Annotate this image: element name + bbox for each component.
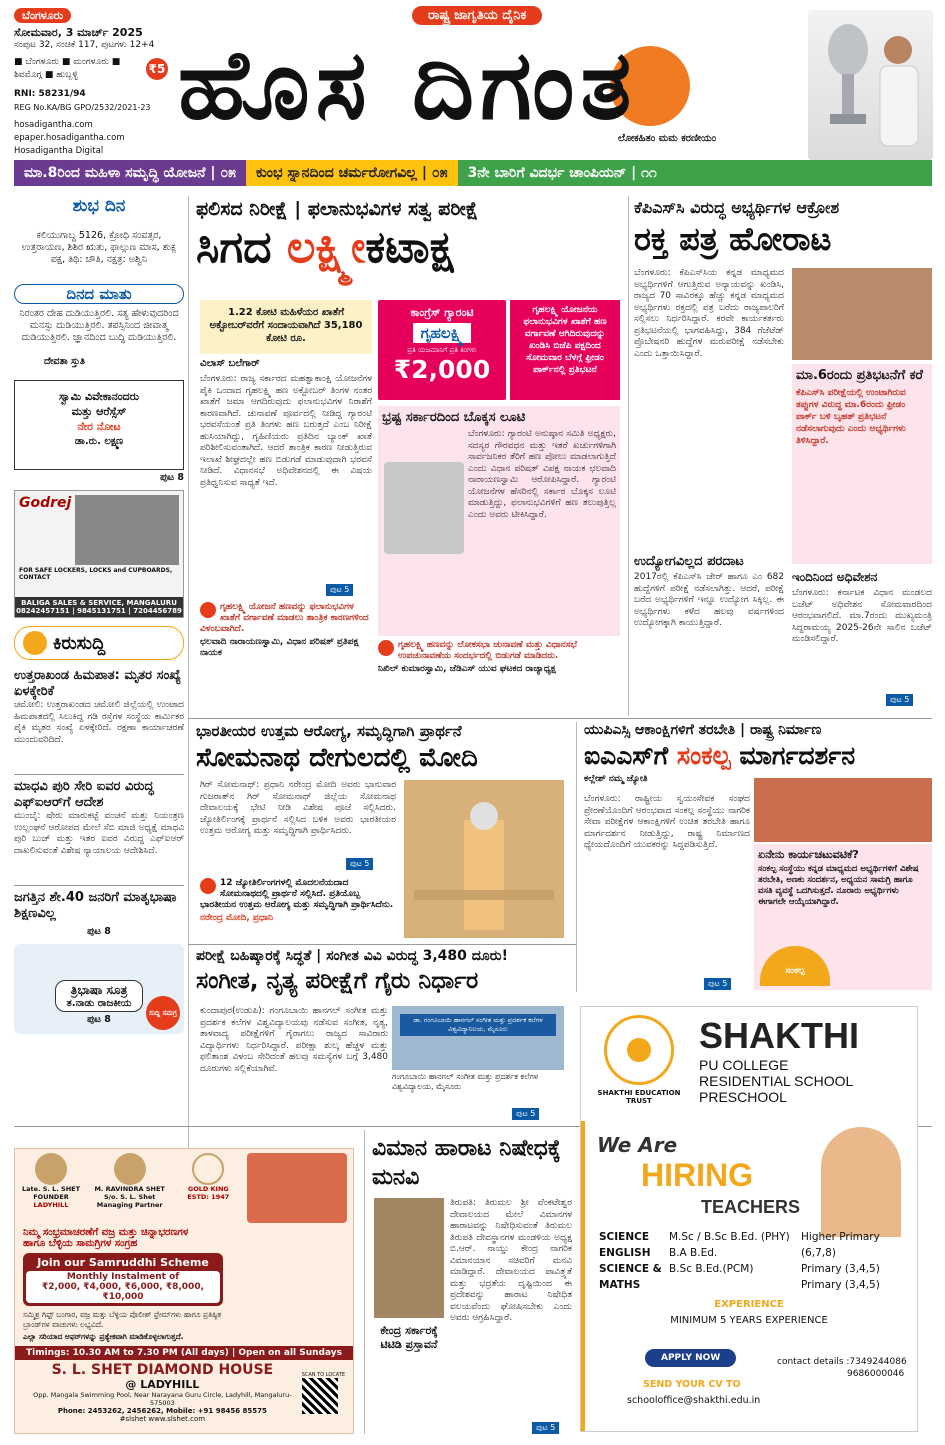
protest-box: ಗೃಹಲಕ್ಷ್ಮಿ ಯೋಜನೆಯ ಫಲಾನುಭವಿಗಳ ಖಾತೆಗೆ ಹಣ ವರ್ಗಾವಣೆ ಆಗಿದಿರುವುದನ್ನು ಖಂಡಿಸಿ ಬಿಜೆಪಿ ಪಕ್ಷದಿಂದ ಸೋಮವಾರ ಬೆಳಗ್ಗೆ ಫ್ರೀಡಂ ಪಾರ್ಕ್‌ನಲ್ಲಿ ಪ್ರತಿಭಟನೆ (510, 300, 620, 400)
university-photo (392, 1006, 564, 1070)
lead-quote-1-by: ಛಲವಾದಿ ನಾರಾಯಣಸ್ವಾಮಿ, ವಿಧಾನ ಪರಿಷತ್ ಪ್ರತಿಪಕ್ಷ ನಾಯಕ (200, 637, 359, 658)
jewel-kn-text: ಸಮ್ಮಿಶ್ರ ಗಿಫ್ಟ್ ಬಂಗಾರ, ವಜ್ರ ಮತ್ತು ಬೆಳ್ಳಿಯ ಪೊಲೀಶ್‌ ಫ್ರೇಮ್‌ಗಳು ಹಾಗೂ ಪ್ರತಿಷ್ಠಿತ ಬ್ರಾಂಡ್‌ಗಳ ವಾಚುಗಳು ಲಭ್ಯವಿದೆ. (23, 1310, 222, 1329)
tribhasha-page: ಪುಟ 8 (87, 1014, 111, 1025)
kpsc-headline[interactable]: ರಕ್ತ ಪತ್ರ ಹೋರಾಟ (634, 220, 832, 258)
store-timings: Timings: 10.30 AM to 7.30 PM (All days) | Open on all Sundays (15, 1346, 353, 1360)
ias-continue[interactable]: ಪುಟ 5 (704, 978, 731, 990)
kpsc-kicker: ಕೆಪಿಎಸ್‌ಸಿ ವಿರುದ್ಧ ಅಭ್ಯರ್ಥಿಗಳ ಆಕ್ರೋಶ (634, 198, 840, 217)
qr-code-icon[interactable] (302, 1378, 338, 1414)
strip-item-1[interactable]: ಮಾ.8ರಿಂದ ಮಹಿಳಾ ಸಮೃದ್ಧಿ ಯೋಜನೆ | ೦೫ (24, 165, 237, 181)
ias-headline-part-2: ಸಂಕಲ್ಪ (676, 741, 731, 770)
locker-photo (75, 495, 179, 565)
ladyhill-label: LADYHILL (33, 1201, 69, 1209)
brief-1-headline[interactable]: ಉತ್ತರಾಖಂಡ ಹಿಮಪಾತ: ಮೃತರ ಸಂಖ್ಯೆ ಏಳಕ್ಕೇರಿಕೆ (14, 668, 181, 699)
shakthi-trust: SHAKTHI EDUCATION TRUST (597, 1089, 681, 1105)
panchanga-text: ಕಲಿಯುಗಾಬ್ದ 5126, ಕ್ರೋಧಿ ಸಂವತ್ಸರ, ಉತ್ತರಾಯಣ, ಶಿಶಿರ ಋತು, ಫಾಲ್ಗುಣ ಮಾಸ, ಶುಕ್ಲ ಪಕ್ಷ, ತಿಥಿ: ಚೌತಿ, ನಕ್ಷತ್ರ: ಅಶ್ವಿನಿ (21, 230, 177, 265)
vimana-side-note: ಕೇಂದ್ರ ಸರ್ಕಾರಕ್ಕೆ ಟಿಟಿಡಿ ಪ್ರಸ್ತಾವನೆ (380, 1324, 438, 1351)
apply-now-button[interactable]: APPLY NOW (645, 1349, 736, 1367)
top-news-strip (14, 160, 932, 186)
kpsc-box-text: ಕೆಪಿಎಸ್‌ಸಿ ಪರೀಕ್ಷೆಯಲ್ಲಿ ಉಂಟಾಗಿರುವ ತಪ್ಪುಗಳ ವಿರುದ್ಧ ಮಾ.6ರಂದು ಫ್ರೀಡಂ ಪಾರ್ಕ್ ಬಳಿ ಬೃಹತ್ ಪ್ರತಿಭಟನೆ ನಡೆಸಲಾಗುವುದು ಎಂದು ಅಭ್ಯರ್ಥಿಗಳು ತಿಳಿಸಿದ್ದಾರೆ. (796, 388, 906, 446)
dina-mathu-heading: ದಿನದ ಮಾತು (14, 284, 184, 304)
university-sign: ಡಾ. ಗಂಗೂಬಾಯಿ ಹಾನಗಲ್ ಸಂಗೀತ ಮತ್ತು ಪ್ರದರ್ಶಕ ಕಲೆಗಳ ವಿಶ್ವವಿದ್ಯಾನಿಲಯ, ಮೈಸೂರು (400, 1014, 556, 1036)
lead-quote-2 (378, 640, 620, 700)
kpsc-story (634, 198, 932, 713)
quote-icon (200, 602, 216, 618)
lead-story (196, 198, 624, 713)
left-column (14, 196, 184, 1034)
brief-3-page[interactable]: ಪುಟ 8 (87, 926, 111, 937)
music-headline[interactable]: ಸಂಗೀತ, ನೃತ್ಯ ಪರೀಕ್ಷೆಗೆ ಗೈರು ನಿರ್ಧಾರ (196, 968, 479, 994)
scheme-amounts: ₹2,000, ₹4,000, ₹6,000, ₹8,000, ₹10,000 (42, 1282, 204, 1302)
anniversary-badge-icon (192, 1153, 224, 1185)
modi-continue[interactable]: ಪುಟ 5 (346, 858, 373, 870)
lead-quote-1-text: ಗೃಹಲಕ್ಷ್ಮಿ ಯೋಜನೆ ಹಣವನ್ನು ಫಲಾನುಭವಿಗಳ ಖಾತೆಗೆ ವರ್ಗಾವಣೆ ಮಾಡಲು ತಾಂತ್ರಿಕ ಕಾರಣಗಳಿಂದ ವಿಳಂಬವಾಗಿದೆ. (200, 602, 369, 634)
level-3: Primary (3,4,5) (801, 1279, 880, 1291)
bhrasta-text: ಬೆಂಗಳೂರು: ಗ್ಯಾರಂಟಿ ಅನುಷ್ಠಾನ ಸಮಿತಿ ಅಧ್ಯಕ್ಷರು, ಸದಸ್ಯರ ಗೌರವಧನ ಮತ್ತು ಇತರೆ ಖರ್ಚುಗಳಿಗಾಗಿ ಸಾರ್ವಜನಿಕರ ತೆರಿಗೆ ಹಣ ಪೋಲು ಮಾಡಲಾಗುತ್ತಿದೆ ಎಂದು ವಿಧಾನ ಪರಿಷತ್ ವಿಪಕ್ಷ ನಾಯಕ ಛಲವಾದಿ ನಾರಾಯಣಸ್ವಾಮಿ ಆರೋಪಿಸಿದ್ದಾರೆ. ಗ್ಯಾರಂಟಿ ಯೋಜನೆಗಳ ಹೆಸರಿನಲ್ಲಿ ಸರ್ಕಾರ ಬೊಕ್ಕಸ ಲೂಟಿ ಮಾಡುತ್ತಿದ್ದು, ಫಲಾನುಭವಿಗಳಿಗೆ ಹಣ ತಲುಪುತ್ತಿಲ್ಲ ಎಂದು ಅವರು ಟೀಕಿಸಿದ್ದಾರೆ. (468, 429, 616, 520)
reg-no: REG No.KA/BG GPO/2532/2021-23 (14, 103, 151, 112)
kpsc-continue[interactable]: ಪುಟ 5 (886, 694, 913, 706)
ias-headline[interactable] (584, 738, 932, 774)
brief-3-headline[interactable]: ಜಗತ್ತಿನ ಶೇ.40 ಜನರಿಗೆ ಮಾತೃಭಾಷಾ ಶಿಕ್ಷಣವಿಲ್ಲ (14, 890, 177, 921)
modi-quote-by: ನರೇಂದ್ರ ಮೋದಿ, ಪ್ರಧಾನಿ (200, 913, 274, 923)
gold-king-label: GOLD KING ESTD: 1947 (187, 1185, 230, 1201)
politician-photo (384, 462, 464, 554)
adhiveshana-text: ಬೆಂಗಳೂರು: ಕರ್ನಾಟಕ ವಿಧಾನ ಮಂಡಲದ ಬಜೆಟ್ ಅಧಿವೇಶನ ಸೋಮವಾರದಿಂದ ಆರಂಭವಾಗಲಿದೆ. ಮಾ.7ರಂದು ಮುಖ್ಯಮಂತ್ರಿ ಸಿದ್ದರಾಮಯ್ಯ 2025-26ನೇ ಸಾಲಿನ ಬಜೆಟ್ ಮಂಡಿಸಲಿದ್ದಾರೆ. (792, 588, 932, 644)
bhrasta-head[interactable]: ಭ್ರಷ್ಟ ಸರ್ಕಾರದಿಂದ ಬೊಕ್ಕಸ ಲೂಟಿ (382, 410, 526, 425)
tribhasha-promo[interactable] (14, 944, 184, 1034)
book-title-2: ಮತ್ತು ಆರೆಸ್ಸೆಸ್ (71, 405, 127, 418)
qualification-3: B.Sc B.Ed.(PCM) (669, 1263, 754, 1275)
digital-link[interactable]: Hosadigantha Digital (14, 146, 104, 156)
dina-mathu-credit: ದೇವತಾ ಸ್ತುತಿ (44, 356, 85, 367)
store-social[interactable]: #slshet www.slshet.com (119, 1415, 206, 1423)
subject-2: ENGLISH (599, 1247, 651, 1259)
brief-2-headline[interactable]: ಮಾಧವಿ ಪುರಿ ಸೇರಿ ಐವರ ವಿರುದ್ಧ ಎಫ್‌ಐಆರ್‌ಗೆ ಆದೇಶ (14, 779, 154, 810)
price-badge: ₹5 (146, 58, 168, 80)
website-link[interactable]: hosadigantha.com (14, 120, 93, 130)
university-caption: ಗಂಗೂಬಾಯಿ ಹಾನಗಲ್ ಸಂಗೀತ ಮತ್ತು ಪ್ರದರ್ಶಕ ಕಲೆಗಳ ವಿಶ್ವವಿದ್ಯಾಲಯ, ಮೈಸೂರು (392, 1072, 539, 1091)
quote-icon (378, 640, 394, 656)
kirusuddi-header (14, 626, 184, 660)
teachers-label: TEACHERS (701, 1197, 801, 1217)
contact-details-2: 9686000046 (847, 1369, 905, 1379)
subject-list (599, 1229, 669, 1293)
qualification-list (669, 1229, 790, 1277)
we-are-label: We Are (597, 1133, 678, 1157)
shakthi-line-1: PU COLLEGE (699, 1057, 789, 1073)
partner-photo (114, 1153, 146, 1185)
modi-headline[interactable]: ಸೋಮನಾಥ ದೇಗುಲದಲ್ಲಿ ಮೋದಿ (196, 743, 478, 773)
newspaper-logo: ಹೊಸ ದಿಗಂತ (178, 29, 638, 141)
godrej-ad[interactable] (14, 490, 184, 618)
rni: RNI: 58231/94 (14, 89, 86, 99)
vimana-continue[interactable]: ಪುಟ 5 (532, 1422, 559, 1434)
contact-details: contact details :7349244086 (777, 1357, 907, 1367)
vimana-body: ತಿರುಪತಿ: ತಿರುಮಲ ಶ್ರೀ ವೆಂಕಟೇಶ್ವರ ದೇವಾಲಯದ ಮೇಲೆ ವಿಮಾನಗಳ ಹಾರಾಟವನ್ನು ನಿಷೇಧಿಸುವಂತೆ ತಿರುಮಲ ತಿರುಪತಿ ದೇವಸ್ಥಾನಗಳ ಮಂಡಳಿಯ ಅಧ್ಯಕ್ಷ ಬಿ.ಆರ್. ನಾಯ್ಡು ಕೇಂದ್ರ ನಾಗರಿಕ ವಿಮಾನಯಾನ ಸಚಿವರಿಗೆ ಮನವಿ ಮಾಡಿದ್ದಾರೆ. ದೇವಾಲಯದ ಪಾವಿತ್ರ್ಯತೆ ಮತ್ತು ಭದ್ರತೆಯ ದೃಷ್ಟಿಯಿಂದ ಈ ಪ್ರದೇಶವನ್ನು ಹಾರಾಟ ನಿಷೇಧಿತ ವಲಯವೆಂದು ಘೋಷಿಸಬೇಕು ಎಂದು ಅವರು ಆಗ್ರಹಿಸಿದ್ದಾರೆ. (450, 1198, 572, 1323)
lead-headline[interactable] (196, 220, 624, 276)
jewellery-ad[interactable] (14, 1148, 354, 1434)
scan-label: SCAN TO LOCATE (301, 1371, 345, 1378)
music-continue[interactable]: ಪುಟ 5 (512, 1108, 539, 1120)
udyoga-text: 2017ರಲ್ಲಿ ಕೆಪಿಎಸ್‌ಸಿ ಚೇರ್ ಹಾಗೂ ಎಂ 682 ಹುದ್ದೆಗಳಿಗೆ ಪರೀಕ್ಷೆ ನಡೆಸಲಾಗಿತ್ತು. ಆದರೆ, ಪರೀಕ್ಷೆ ಬರೆದ ಅಭ್ಯರ್ಥಿಗಳಿಗೆ ಇನ್ನೂ ಉದ್ಯೋಗ ಸಿಕ್ಕಿಲ್ಲ. ಈ ಅಭ್ಯರ್ಥಿಗಳು ಕಳೆದ ಹಲವು ವರ್ಷಗಳಿಂದ ಉದ್ಯೋಗಕ್ಕಾಗಿ ಕಾಯುತ್ತಿದ್ದಾರೆ. (634, 572, 784, 628)
quote-icon (200, 878, 216, 894)
logo-motto: ಲೋಕಹಿತಂ ಮಮ ಕರಣೀಯಂ (618, 133, 717, 144)
modi-story (196, 722, 568, 940)
modi-kicker: ಭಾರತೀಯರ ಉತ್ತಮ ಆರೋಗ್ಯ, ಸಮೃದ್ಧಿಗಾಗಿ ಪ್ರಾರ್ಥನೆ (196, 722, 462, 740)
modi-quote-text: 12 ಜ್ಯೋತಿರ್ಲಿಂಗಗಳಲ್ಲಿ ಮೊದಲನೆಯದಾದ ಸೋಮನಾಥದಲ್ಲಿ ಪ್ರಾರ್ಥನೆ ಸಲ್ಲಿಸಿದೆ. ಪ್ರತಿಯೊಬ್ಬ ಭಾರತೀಯನ ಉತ್ತಮ ಆರೋಗ್ಯ ಮತ್ತು ಸಮೃದ್ಧಿಗಾಗಿ ಪ್ರಾರ್ಥಿಸಿದೆನು. (200, 878, 394, 910)
music-body: ಕುಂದಾಪುರ(ಉಡುಪಿ): ಗಂಗೂಬಾಯಿ ಹಾನಗಲ್ ಸಂಗೀತ ಮತ್ತು ಪ್ರದರ್ಶಕ ಕಲೆಗಳ ವಿಶ್ವವಿದ್ಯಾಲಯವು ನಡೆಸುವ ಸಂಗೀತ, ನೃತ್ಯ, ತಾಳವಾದ್ಯ ಪರೀಕ್ಷೆಗಳಿಗೆ ಗೈರಾಗಲು ರಾಜ್ಯದ ಸಾವಿರಾರು ವಿದ್ಯಾರ್ಥಿಗಳು ನಿರ್ಧರಿಸಿದ್ದಾರೆ. ಪರೀಕ್ಷಾ ಶುಲ್ಕ ಹೆಚ್ಚಳ ಮತ್ತು ಫಲಿತಾಂಶ ವಿಳಂಬ ಸೇರಿದಂತೆ ಹಲವು ಸಮಸ್ಯೆಗಳ ಬಗ್ಗೆ 3,480 ದೂರುಗಳು ಸಲ್ಲಿಕೆಯಾಗಿವೆ. (200, 1006, 388, 1074)
godrej-line: FOR SAFE LOCKERS, LOCKS and CUPBOARDS, CONTACT (19, 567, 173, 581)
book-title-1: ಸ್ವಾಮಿ ವಿವೇಕಾನಂದರು (58, 390, 140, 403)
book-title-3: ನೇರ ನೋಟ (77, 420, 121, 433)
store-name: S. L. SHET DIAMOND HOUSE (51, 1362, 274, 1378)
amount-label: ₹2,000 (393, 355, 491, 384)
experience-label: EXPERIENCE (714, 1299, 784, 1310)
music-kicker: ಪರೀಕ್ಷೆ ಬಹಿಷ್ಕಾರಕ್ಕೆ ಸಿದ್ಧತೆ | ಸಂಗೀತ ವಿವಿ ವಿರುದ್ಧ 3,480 ದೂರು! (196, 948, 508, 964)
guarantee-label: ಕಾಂಗ್ರೆಸ್ ಗ್ಯಾರಂಟಿ (410, 306, 474, 319)
lead-body: ಬೆಂಗಳೂರು: ರಾಜ್ಯ ಸರ್ಕಾರದ ಮಹತ್ವಾಕಾಂಕ್ಷಿ ಯೋಜನೆಗಳ ಪೈಕಿ ಒಂದಾದ ಗೃಹಲಕ್ಷ್ಮಿ ಹಣ ಅಕ್ಟೋಬರ್ ತಿಂಗಳ ನಂತರ ಖಾತೆಗೆ ಜಮಾ ಆಗದಿರುವುದು ಫಲಾನುಭವಿಗಳ ನಿರಾಶೆಗೆ ಕಾರಣವಾಗಿದೆ. ಚುನಾವಣೆ ಪೂರ್ವದಲ್ಲಿ ನೀಡಿದ್ದ ಗ್ಯಾರಂಟಿ ಭರವಸೆಯಂತೆ ಪ್ರತಿ ತಿಂಗಳು ಹಣ ಬರುತ್ತದೆ ಎಂಬ ನಿರೀಕ್ಷೆ ಹುಸಿಯಾಗಿದ್ದು, ಗೃಹಿಣಿಯರು ಪ್ರತಿದಿನ ಬ್ಯಾಂಕ್ ಖಾತೆ ಪರಿಶೀಲಿಸುವಂತಾಗಿದೆ. ಆದರೆ ತಾಂತ್ರಿಕ ಕಾರಣ ನೀಡುತ್ತಿರುವ ಇಲಾಖೆ ಶೀಘ್ರದಲ್ಲೇ ಹಣ ಬಿಡುಗಡೆ ಮಾಡುವುದಾಗಿ ಭರವಸೆ ನೀಡಿದೆ. ವಿಧಾನಸಭೆ ಅಧಿವೇಶನದಲ್ಲಿ ಈ ವಿಷಯ ಪ್ರತಿಧ್ವನಿಸುವ ಸಾಧ್ಯತೆ ಇದೆ. (200, 374, 372, 488)
subject-3: SCIENCE & MATHS (599, 1263, 662, 1291)
lead-quote-2-text: ಗೃಹಲಕ್ಷ್ಮಿ ಹಣವನ್ನು ಲೋಕಸಭಾ ಚುನಾವಣೆ ಮತ್ತು ವಿಧಾನಸಭೆ ಉಪಚುನಾವಣೆಯ ಸಂದರ್ಭದಲ್ಲಿ ಬಿಡುಗಡೆ ಮಾಡಿದರು. (398, 640, 578, 661)
sankalpa-logo: ಸಂಕಲ್ಪ (760, 946, 830, 986)
bhrasta-box (378, 406, 620, 636)
epaper-link[interactable]: epaper.hosadigantha.com (14, 133, 125, 143)
modi-body: ಗಿರ್ ಸೋಮನಾಥ್: ಪ್ರಧಾನಿ ನರೇಂದ್ರ ಮೋದಿ ಅವರು ಭಾನುವಾರ ಗುಜರಾತ್‌ನ ಗಿರ್ ಸೋಮನಾಥ್ ಜಿಲ್ಲೆಯ ಸೋಮನಾಥ ದೇವಾಲಯಕ್ಕೆ ಭೇಟಿ ನೀಡಿ ವಿಶೇಷ ಪೂಜೆ ಸಲ್ಲಿಸಿದರು. ಜ್ಯೋತಿರ್ಲಿಂಗಕ್ಕೆ ಪ್ರಾರ್ಥನೆ ಸಲ್ಲಿಸಿದ ಬಳಿಕ ಅವರು ಭಾರತೀಯರ ಉತ್ತಮ ಆರೋಗ್ಯ ಮತ್ತು ಸಮೃದ್ಧಿಗಾಗಿ ಪ್ರಾರ್ಥಿಸಿದರು. (200, 780, 396, 836)
shakthi-line-2: RESIDENTIAL SCHOOL (699, 1073, 854, 1089)
godrej-phone: 08242457151 | 9845131751 | 7204456789 (16, 607, 182, 615)
scheme-title: Join our Samruddhi Scheme (37, 1256, 209, 1269)
qualification-2: B.A B.Ed. (669, 1247, 718, 1259)
temple-photo (404, 780, 564, 938)
ias-body: ಬೆಂಗಳೂರು: ರಾಷ್ಟ್ರೀಯ ಸ್ವಯಂಸೇವಕ ಸಂಘದ ಪ್ರೇರಣೆಯೊಂದಿಗೆ ಆರಂಭವಾದ ಸಂಕಲ್ಪ ಸಂಸ್ಥೆಯು ನಾಗರಿಕ ಸೇವಾ ಪರೀಕ್ಷೆಗಳ ಆಕಾಂಕ್ಷಿಗಳಿಗೆ ಉಚಿತ ತರಬೇತಿ ಹಾಗೂ ಮಾರ್ಗದರ್ಶನ ನೀಡುತ್ತಿದ್ದು, ರಾಷ್ಟ್ರ ನಿರ್ಮಾಣದ ಧ್ಯೇಯದೊಂದಿಗೆ ಯುವಕರನ್ನು ಸಿದ್ಧಪಡಿಸುತ್ತಿದೆ. (584, 794, 750, 850)
vimana-story (372, 1134, 572, 1434)
brief-1-text: ಚಮೋಲಿ: ಉತ್ತರಾಖಂಡದ ಚಮೋಲಿ ಜಿಲ್ಲೆಯಲ್ಲಿ ಉಂಟಾದ ಹಿಮಪಾತದಲ್ಲಿ ಸಿಲುಕಿದ್ದ ಗಡಿ ರಸ್ತೆಗಳ ಸಂಸ್ಥೆಯ ಕಾರ್ಮಿಕರ ಪೈಕಿ ಮೃತರ ಸಂಖ್ಯೆ ಏಳಕ್ಕೇರಿದೆ. ರಕ್ಷಣಾ ಕಾರ್ಯಾಚರಣೆ ಮುಂದುವರಿದಿದೆ. (14, 700, 184, 745)
lead-quote-2-by: ನಿಖಿಲ್ ಕುಮಾರಸ್ವಾಮಿ, ಜೆಡಿಎಸ್ ಯುವ ಘಟಕದ ರಾಜ್ಯಾಧ್ಯಕ್ಷ (378, 664, 556, 674)
kpsc-protest-box (792, 364, 932, 564)
teacher-illustration (821, 1127, 901, 1237)
modi-quote (200, 878, 396, 938)
editions: ■ ಬೆಂಗಳೂರು ■ ಮಂಗಳೂರು ■ ಶಿವಮೊಗ್ಗ ■ ಹುಬ್ಬಳ್ಳಿ (14, 57, 121, 80)
qualification-1: M.Sc / B.Sc B.Ed. (PHY) (669, 1231, 790, 1243)
music-story (196, 948, 568, 1124)
jewel-kn-line: ನಿಮ್ಮ ಸಂಭ್ರಮಾಚರಣೆಗೆ ವಜ್ರ ಮತ್ತು ಚಿನ್ನಾಭರಣಗಳ ಹಾಗೂ ಬೆಳ್ಳಿಯ ಸಾಮಗ್ರಿಗಳ ಸಂಗ್ರಹ (23, 1227, 189, 1249)
ias-byline: ಕಲ್ಲೇಶ್ ನಮ್ಮ ಜ್ಯೋತಿ (584, 774, 648, 784)
ias-box-text: ಸಂಕಲ್ಪ ಸಂಸ್ಥೆಯು ಕನ್ನಡ ಮಾಧ್ಯಮದ ಅಭ್ಯರ್ಥಿಗಳಿಗೆ ವಿಶೇಷ ತರಬೇತಿ, ಅಣಕು ಸಂದರ್ಶನ, ಅಧ್ಯಯನ ಸಾಮಗ್ರಿ ಹಾಗೂ ವಸತಿ ವ್ಯವಸ್ಥೆ ಒದಗಿಸುತ್ತದೆ. ನೂರಾರು ಅಭ್ಯರ್ಥಿಗಳು ಈಗಾಗಲೇ ಆಯ್ಕೆಯಾಗಿದ್ದಾರೆ. (758, 864, 919, 907)
hiring-label: HIRING (641, 1157, 753, 1193)
email-link[interactable]: schooloffice@shakthi.edu.in (627, 1395, 761, 1406)
level-1: Higher Primary (6,7,8) (801, 1231, 880, 1259)
lead-continue[interactable]: ಪುಟ 5 (326, 584, 353, 596)
shakthi-name: SHAKTHI (699, 1015, 859, 1056)
experience-text: MINIMUM 5 YEARS EXPERIENCE (670, 1315, 828, 1326)
founder-photo (35, 1153, 67, 1185)
vimana-headline[interactable]: ವಿಮಾನ ಹಾರಾಟ ನಿಷೇಧಕ್ಕೆ ಮನವಿ (372, 1136, 561, 1190)
shakthi-line-3: PRESCHOOL (699, 1089, 787, 1105)
godrej-dealer: BALIGA SALES & SERVICE, MANGALURU (21, 599, 177, 607)
shubha-dina-heading: ಶುಭ ದಿನ (72, 196, 126, 216)
send-cv-label: SEND YOUR CV TO (643, 1379, 741, 1390)
megaphone-icon (23, 631, 47, 655)
store-address: Opp. Mangala Swimming Pool, Near Narayana Guru Circle, Ladyhill, Mangaluru-575003 (33, 1391, 292, 1407)
ias-headline-part-3: ಮಾರ್ಗದರ್ಶನ (730, 741, 856, 770)
masthead-tagline: ರಾಷ್ಟ್ರ ಜಾಗೃತಿಯ ದೈನಿಕ (412, 6, 542, 25)
store-phone: Phone: 2453262, 2456262, Mobile: +91 98456 85575 (57, 1407, 267, 1415)
strip-item-3[interactable]: 3ನೇ ಬಾರಿಗೆ ವಿದರ್ಭ ಚಾಂಪಿಯನ್ | ೧೧ (458, 160, 932, 186)
store-location: @ LADYHILL (125, 1378, 200, 1391)
temple-tower-photo (374, 1198, 444, 1318)
scheme-monthly: Monthly Instalment of (66, 1272, 180, 1282)
kirusuddi-heading: ಕಿರುಸುದ್ದಿ (53, 632, 106, 654)
lead-quote-1 (200, 602, 372, 670)
per-month-label: ಪ್ರತಿ ಯಜಮಾನಿಗೆ ಪ್ರತಿ ತಿಂಗಳು (407, 346, 477, 354)
city-tag: ಬೆಂಗಳೂರು (14, 8, 71, 23)
shakthi-ad[interactable] (580, 1006, 918, 1432)
subject-1: SCIENCE (599, 1231, 650, 1243)
ias-story (584, 722, 932, 994)
level-2: Primary (3,4,5) (801, 1263, 880, 1275)
jewel-kn-text-2: ಎಲ್ಲಾ ಸರಿಯಾದ ಆಫರ್‌ಗಳನ್ನು ಪ್ರತ್ಯೇಕವಾಗಿ ಮಾಡಿಕೊಳ್ಳಲಾಗುತ್ತದೆ. (23, 1332, 184, 1341)
lead-fact-box: 1.22 ಕೋಟಿ ಮಹಿಳೆಯರ ಖಾತೆಗೆ ಅಕ್ಟೋಬರ್‌ವರೆಗೆ ಸಂದಾಯವಾಗಿದೆ 35,180 ಕೋಟಿ ರೂ. (200, 300, 372, 354)
level-list (801, 1229, 917, 1293)
lead-kicker: ಫಲಿಸದ ನಿರೀಕ್ಷೆ | ಫಲಾನುಭವಿಗಳ ಸತ್ವ ಪರೀಕ್ಷೆ (196, 198, 479, 220)
ias-event-photo (754, 778, 932, 842)
tribhasha-sub: ತ.ನಾಡು ರಾಜಕೀಯ (66, 998, 132, 1009)
dina-mathu-text: ನಿರಂತರ ದೇಹ ದುಡಿಯುತ್ತಿರಲಿ. ಸತ್ಯ ಹೇಳುವುದರಿಂದ ಮನಸ್ಸು ದುಡಿಯುತ್ತಿರಲಿ. ತಪಸ್ಸಿನಿಂದ ಜೀವಾತ್ಮ ದುಡಿಯುತ್ತಿರಲಿ. ಜ್ಞಾನದಿಂದ ಬುದ್ಧಿ ದುಡಿಯುತ್ತಿರಲಿ. (19, 308, 179, 343)
book-author: ಡಾ.ರು. ಲಕ್ಷ್ಮಣ (74, 436, 124, 447)
trophy-photo (808, 10, 933, 160)
udyoga-head[interactable]: ಉದ್ಯೋಗವಿಲ್ಲದ ಪರದಾಟ (634, 554, 744, 569)
model-photo (247, 1153, 347, 1223)
sudhi-samagra-badge: ಸುದ್ದಿ ಸಮಗ್ರ (146, 996, 180, 1030)
partner-name: M. RAVINDRA SHET S/o. S. L. Shet Managing Partner (94, 1185, 165, 1209)
ias-headline-part-1: ಐಎಎಸ್‌ಗೆ (584, 741, 677, 770)
ias-activity-box (754, 844, 932, 990)
brief-2-text: ಮುಂಬೈ: ಷೇರು ಮಾರುಕಟ್ಟೆ ವಂಚನೆ ಮತ್ತು ನಿಯಂತ್ರಣ ಉಲ್ಲಂಘನೆ ಆರೋಪದ ಮೇಲೆ ಸೆಬಿ ಮಾಜಿ ಅಧ್ಯಕ್ಷೆ ಮಾಧವಿ ಪುರಿ ಬುಚ್ ಮತ್ತು ಇತರ ಐವರ ವಿರುದ್ಧ ಎಫ್‌ಐಆರ್ ದಾಖಲಿಸುವಂತೆ ವಿಶೇಷ ನ್ಯಾಯಾಲಯ ಆದೇಶಿಸಿದೆ. (14, 811, 184, 856)
masthead-info (14, 8, 174, 158)
issue-number: ಸಂಪುಟ 32, ಸಂಚಿಕೆ 117, ಪುಟಗಳು 12+4 (14, 40, 155, 50)
lead-byline: ವಿಲಾಸ್ ಬಲೆಗಾರ್ (200, 358, 260, 369)
strip-item-2[interactable]: ಕುಂಭ ಸ್ನಾನದಿಂದ ಚರ್ಮರೋಗವಿಲ್ಲ | ೦೫ (246, 160, 458, 186)
ias-box-head: ಏನೇನು ಕಾರ್ಯಚಟುವಟಿಕೆ? (758, 848, 859, 861)
issue-date: ಸೋಮವಾರ, 3 ಮಾರ್ಚ್ 2025 (14, 26, 143, 39)
lead-headline-part-2: ಲಕ್ಷ್ಮೀ (286, 222, 366, 273)
tribhasha-head: ತ್ರಿಭಾಷಾ ಸೂತ್ರ (70, 983, 128, 997)
kpsc-box-head: ಮಾ.6ರಂದು ಪ್ರತಿಭಟನೆಗೆ ಕರೆ (796, 368, 923, 383)
founder-name: Late. S. L. SHET FOUNDER (21, 1185, 81, 1201)
protest-photo (792, 268, 932, 360)
lead-headline-part-3: ಕಟಾಕ್ಷ (365, 222, 454, 273)
gruhalakshmi-label: ಗೃಹಲಕ್ಷ್ಮಿ (413, 323, 472, 343)
book-page-ref[interactable]: ಪುಟ 8 (160, 472, 184, 483)
book-promo[interactable] (14, 380, 184, 470)
shakthi-sun-logo-icon (604, 1015, 674, 1085)
guarantee-badge (378, 300, 506, 400)
lead-headline-part-1: ಸಿಗದ (196, 222, 287, 273)
kpsc-body: ಬೆಂಗಳೂರು: ಕೆಪಿಎಸ್‌ಸಿಯ ಕನ್ನಡ ಮಾಧ್ಯಮದ ಅಭ್ಯರ್ಥಿಗಳಿಗೆ ಆಗುತ್ತಿರುವ ಅನ್ಯಾಯವನ್ನು ಖಂಡಿಸಿ, ರಾಜ್ಯದ 70 ಸಾವಿರಕ್ಕೂ ಹೆಚ್ಚು ಕನ್ನಡ ಮಾಧ್ಯಮದ ಅಭ್ಯರ್ಥಿಗಳು ರಕ್ತದಲ್ಲಿ ಪತ್ರ ಬರೆದು ರಾಜ್ಯಪಾಲರಿಗೆ ಸಲ್ಲಿಸಲು ನಿರ್ಧರಿಸಿದ್ದಾರೆ. ಕರವೇ ಕಾರ್ಯಕರ್ತರು ಪ್ರತಿಭಟನೆಯಲ್ಲಿ ಭಾಗವಹಿಸಿದ್ದು, 384 ಗೆಜೆಟೆಡ್ ಪ್ರೊಬೇಷನರಿ ಹುದ್ದೆಗಳ ಮರುಪರೀಕ್ಷೆ ನಡೆಸಬೇಕು ಎಂದು ಒತ್ತಾಯಿಸಿದ್ದಾರೆ. (634, 268, 784, 359)
godrej-logo: Godrej (19, 495, 72, 511)
adhiveshana-head[interactable]: ಇಂದಿನಿಂದ ಅಧಿವೇಶನ (792, 570, 878, 584)
ias-kicker: ಯುಪಿಎಸ್ಸಿ ಆಕಾಂಕ್ಷಿಗಳಿಗೆ ತರಬೇತಿ | ರಾಷ್ಟ್ರ ನಿರ್ಮಾಣ (584, 722, 822, 738)
